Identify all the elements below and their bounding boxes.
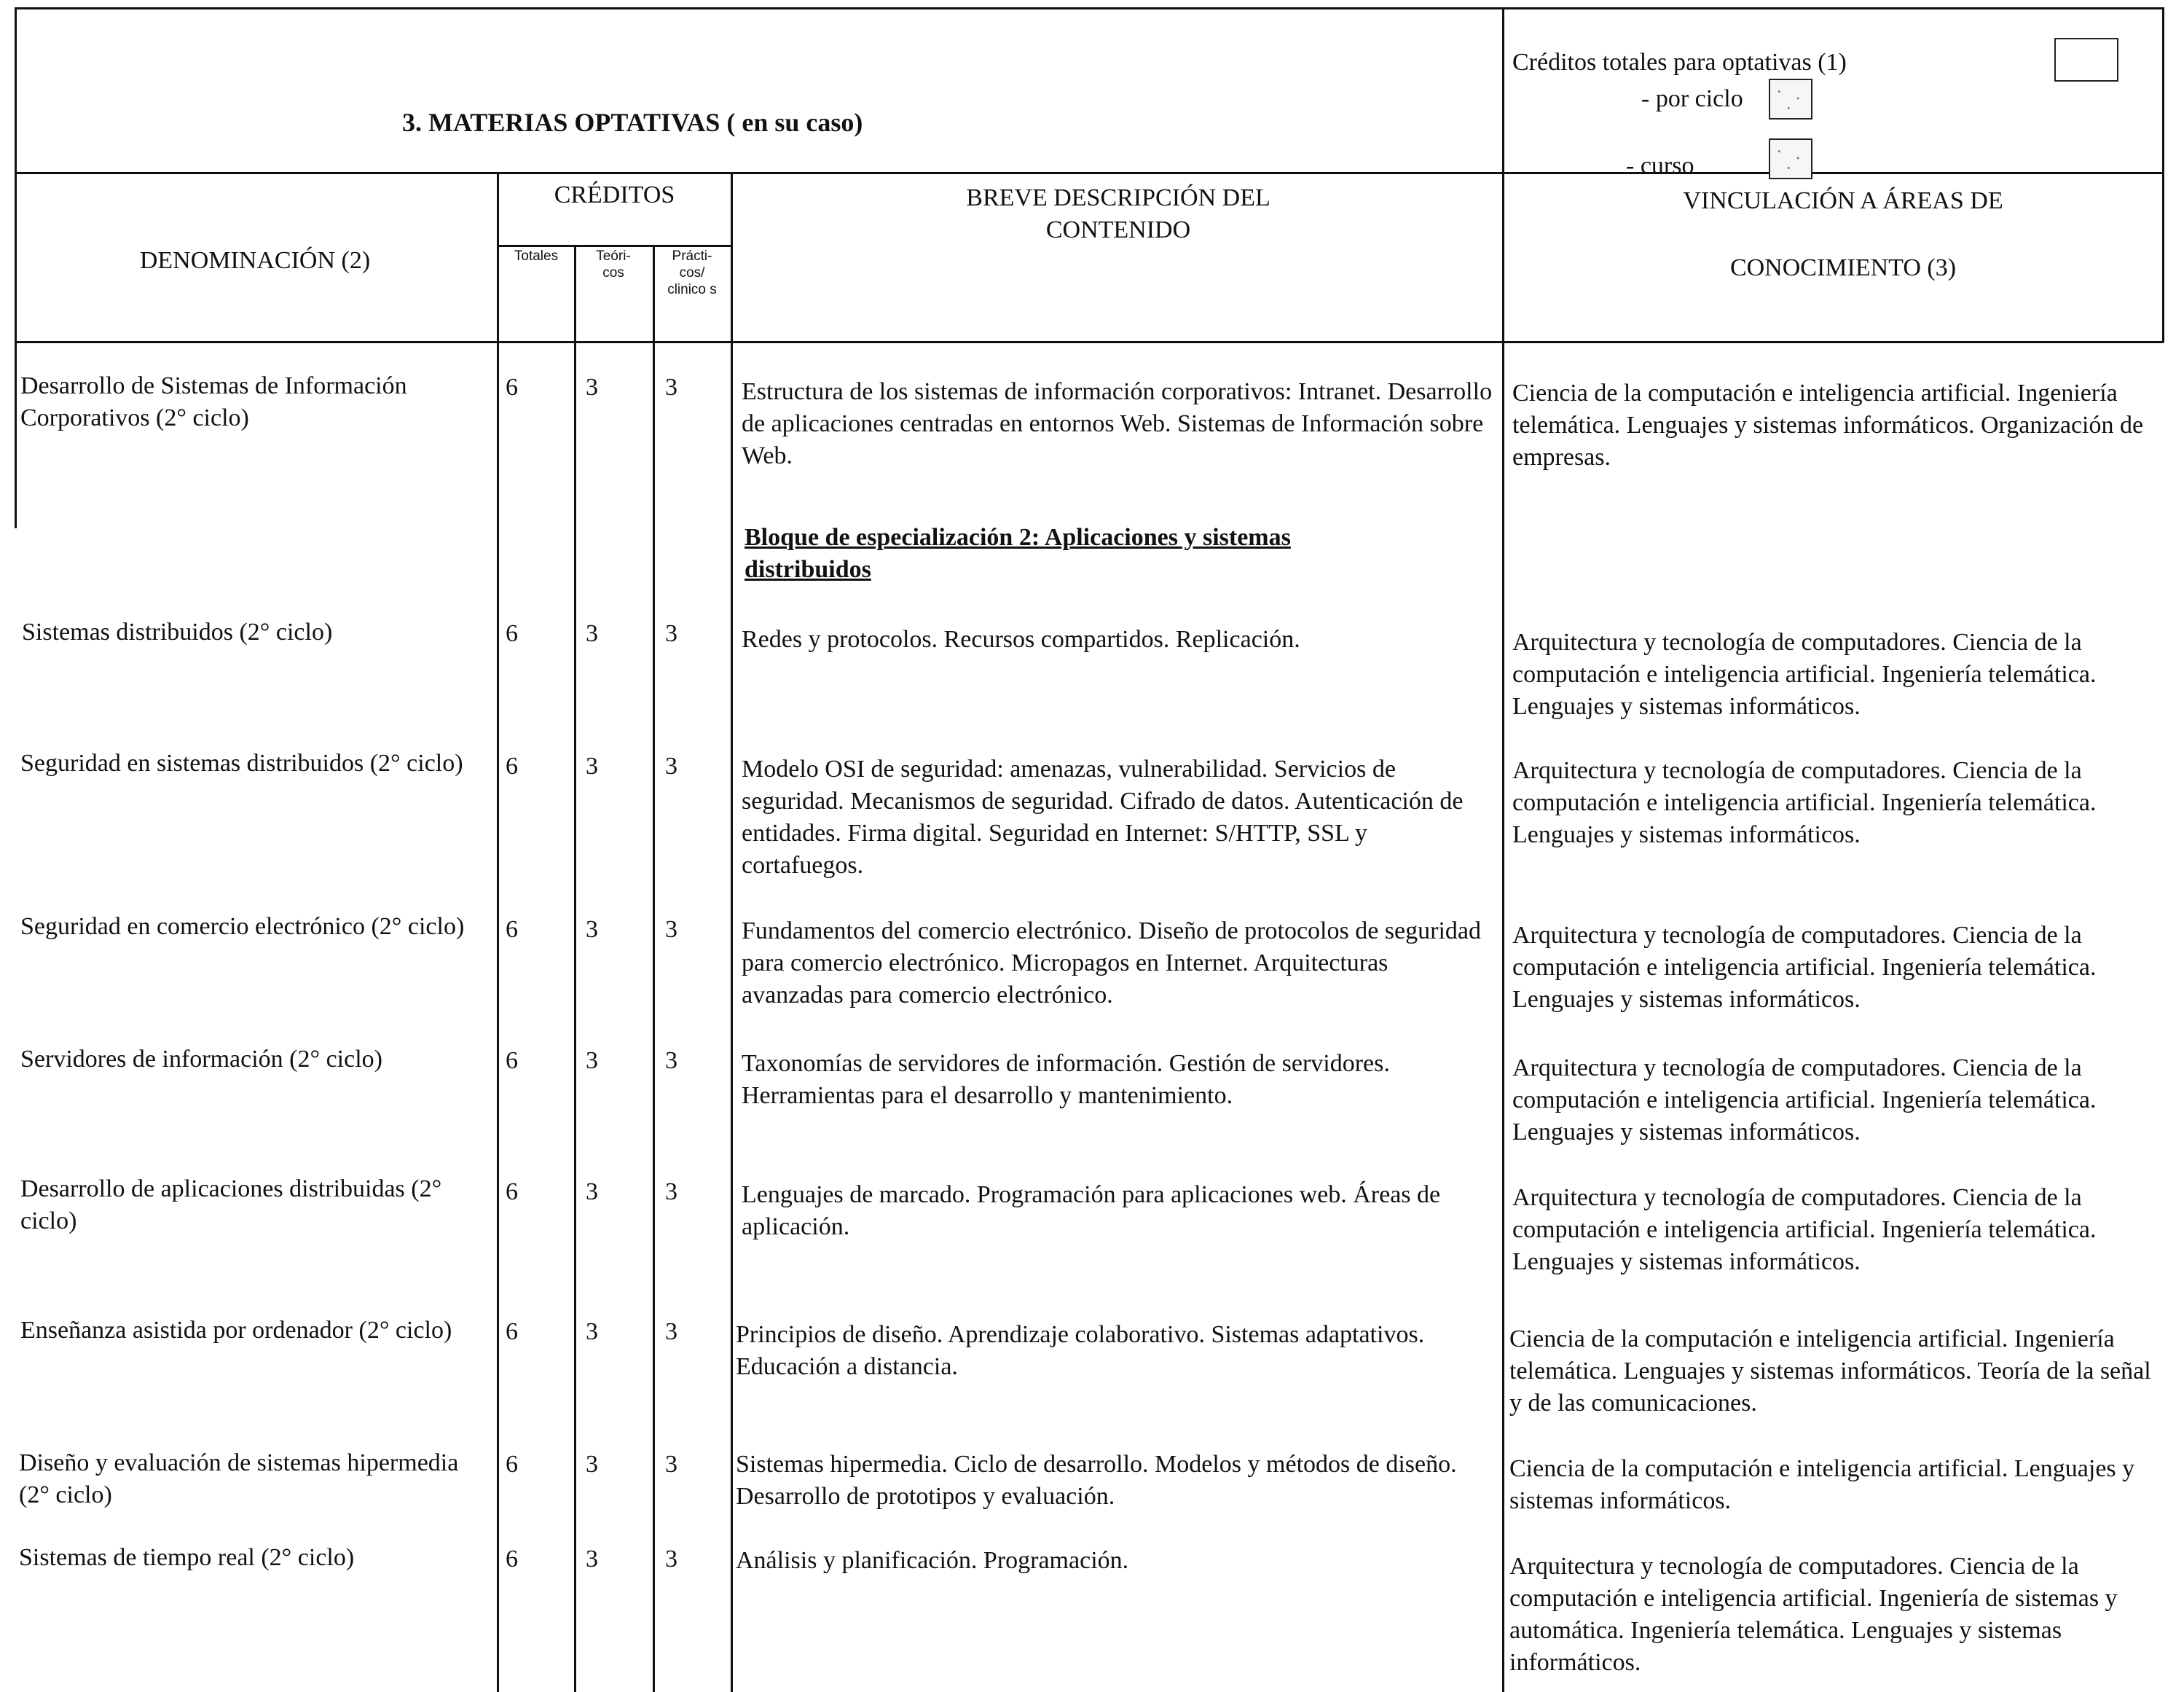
theory-credits: 3	[586, 1178, 598, 1205]
subject-name: Desarrollo de Sistemas de Información Corporativos (2° ciclo)	[20, 372, 407, 431]
totales-divider	[574, 245, 576, 1692]
practical-credits: 3	[665, 1178, 677, 1205]
block-heading: Bloque de especialización 2: Aplicaciones y sistemas distribuidos	[745, 524, 1291, 583]
knowledge-areas: Arquitectura y tecnología de computadores. Ciencia de la computación e inteligencia artificial. Ingeniería telemática. Lenguajes y sistemas informáticos.	[1512, 1184, 2097, 1275]
knowledge-areas: Arquitectura y tecnología de computadores. Ciencia de la computación e inteligencia artificial. Ingeniería telemática. Lenguajes y sistemas informáticos.	[1512, 757, 2097, 848]
content-description: Fundamentos del comercio electrónico. Diseño de protocolos de seguridad para comercio electrónico. Micropagos en Internet. Arquitecturas avanzadas para comercio electrónico.	[742, 917, 1481, 1008]
theory-credits: 3	[586, 1451, 598, 1478]
column-header-bottom	[15, 341, 2164, 343]
theory-credits: 3	[586, 620, 598, 647]
knowledge-areas: Arquitectura y tecnología de computadores. Ciencia de la computación e inteligencia artificial. Ingeniería telemática. Lenguajes y sistemas informáticos.	[1512, 1054, 2097, 1145]
knowledge-areas: Ciencia de la computación e inteligencia artificial. Ingeniería telemática. Lenguajes y sistemas informáticos. Teoría de la señal y de las comunicaciones.	[1509, 1325, 2151, 1417]
content-description: Taxonomías de servidores de información. Gestión de servidores. Herramientas para el desarrollo y mantenimiento.	[742, 1050, 1390, 1109]
content-description: Análisis y planificación. Programación.	[736, 1547, 1129, 1574]
total-credits: 6	[506, 1318, 518, 1345]
content-description: Lenguajes de marcado. Programación para aplicaciones web. Áreas de aplicación.	[742, 1181, 1441, 1240]
top-border	[15, 7, 2164, 9]
subject-name: Desarrollo de aplicaciones distribuidas (2° ciclo)	[20, 1175, 442, 1234]
practical-credits: 3	[665, 620, 677, 647]
theory-credits: 3	[586, 753, 598, 780]
descripcion-header: BREVE DESCRIPCIÓN DEL CONTENIDO	[966, 184, 1270, 243]
total-credits: 6	[506, 1451, 518, 1478]
practicos-header: Prácti-cos/ clinico s	[667, 248, 717, 297]
total-credits: 6	[506, 374, 518, 401]
total-credits: 6	[506, 1047, 518, 1074]
theory-credits: 3	[586, 374, 598, 401]
practical-credits: 3	[665, 753, 677, 780]
knowledge-areas: Arquitectura y tecnología de computadores. Ciencia de la computación e inteligencia artificial. Ingeniería de sistemas y automática. Ingeniería telemática. Lenguajes y sistemas informáticos.	[1509, 1553, 2118, 1676]
theory-credits: 3	[586, 1546, 598, 1572]
per-cycle-box	[1769, 79, 1812, 120]
creditos-header: CRÉDITOS	[554, 181, 675, 208]
teoricos-divider	[653, 245, 655, 1692]
total-credits: 6	[506, 916, 518, 943]
description-left-divider	[731, 172, 733, 1692]
total-credits: 6	[506, 1546, 518, 1572]
total-credits: 6	[506, 1178, 518, 1205]
total-credits: 6	[506, 753, 518, 780]
subject-name: Diseño y evaluación de sistemas hipermedia (2° ciclo)	[19, 1449, 459, 1508]
knowledge-areas: Ciencia de la computación e inteligencia artificial. Ingeniería telemática. Lenguajes y sistemas informáticos. Organización de empresas.	[1512, 380, 2144, 471]
theory-credits: 3	[586, 1318, 598, 1345]
page-title: 3. MATERIAS OPTATIVAS ( en su caso)	[402, 108, 863, 137]
teoricos-header: Teóri-cos	[596, 248, 631, 281]
subject-name: Sistemas de tiempo real (2° ciclo)	[19, 1544, 355, 1571]
optional-credits-label: Créditos totales para optativas (1)	[1512, 49, 1847, 76]
vinculacion-header-line-one: VINCULACIÓN A ÁREAS DE	[1683, 187, 2003, 214]
total-credits-box	[2054, 38, 2118, 82]
content-description: Redes y protocolos. Recursos compartidos. Replicación.	[742, 626, 1300, 653]
credits-left-divider	[497, 172, 499, 1692]
practical-credits: 3	[665, 1047, 677, 1074]
knowledge-areas: Ciencia de la computación e inteligencia artificial. Lenguajes y sistemas informáticos.	[1509, 1455, 2135, 1514]
content-description: Estructura de los sistemas de información corporativos: Intranet. Desarrollo de aplicaciones centradas en entornos Web. Sistemas de Información sobre Web.	[742, 378, 1493, 469]
practical-credits: 3	[665, 1451, 677, 1478]
header-separator	[15, 172, 2164, 174]
practical-credits: 3	[665, 374, 677, 401]
areas-left-divider	[1502, 7, 1504, 1692]
course-label: - curso	[1626, 152, 1694, 179]
content-description: Principios de diseño. Aprendizaje colaborativo. Sistemas adaptativos. Educación a distancia.	[736, 1321, 1425, 1380]
total-credits: 6	[506, 620, 518, 647]
knowledge-areas: Arquitectura y tecnología de computadores. Ciencia de la computación e inteligencia artificial. Ingeniería telemática. Lenguajes y sistemas informáticos.	[1512, 629, 2097, 720]
right-border	[2162, 7, 2164, 342]
subject-name: Servidores de información (2° ciclo)	[20, 1046, 382, 1073]
practical-credits: 3	[665, 1546, 677, 1572]
theory-credits: 3	[586, 1047, 598, 1074]
left-border	[15, 7, 17, 528]
subject-name: Sistemas distribuidos (2° ciclo)	[22, 619, 333, 646]
practical-credits: 3	[665, 1318, 677, 1345]
totales-header: Totales	[514, 248, 559, 264]
practical-credits: 3	[665, 916, 677, 943]
subject-name: Enseñanza asistida por ordenador (2° ciclo)	[20, 1317, 452, 1344]
subject-name: Seguridad en sistemas distribuidos (2° ciclo)	[20, 750, 463, 777]
course-box	[1769, 138, 1812, 179]
per-cycle-label: - por ciclo	[1641, 85, 1743, 112]
vinculacion-header-line-two: CONOCIMIENTO (3)	[1729, 254, 1957, 281]
content-description: Sistemas hipermedia. Ciclo de desarrollo. Modelos y métodos de diseño. Desarrollo de prototipos y evaluación.	[736, 1451, 1457, 1510]
knowledge-areas: Arquitectura y tecnología de computadores. Ciencia de la computación e inteligencia artificial. Ingeniería telemática. Lenguajes y sistemas informáticos.	[1512, 922, 2097, 1013]
denominacion-header: DENOMINACIÓN (2)	[139, 247, 371, 274]
theory-credits: 3	[586, 916, 598, 943]
content-description: Modelo OSI de seguridad: amenazas, vulnerabilidad. Servicios de seguridad. Mecanismos de seguridad. Cifrado de datos. Autenticación de entidades. Firma digital. Seguridad en Internet: S/HTTP, SSL y cortafuegos.	[742, 756, 1464, 879]
credits-subheader-line	[497, 245, 732, 247]
subject-name: Seguridad en comercio electrónico (2° ciclo)	[20, 913, 465, 940]
